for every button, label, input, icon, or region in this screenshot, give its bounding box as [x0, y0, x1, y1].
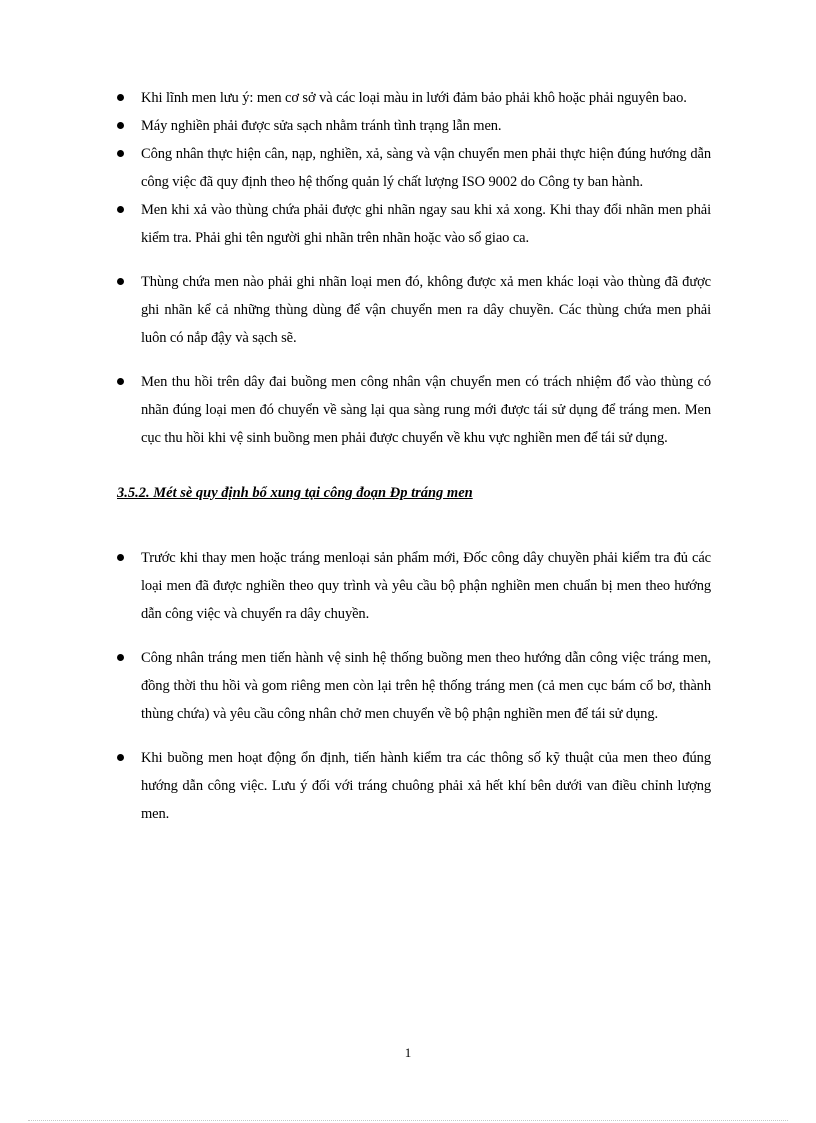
bullet-icon — [117, 278, 124, 285]
list-item-text: Men khi xả vào thùng chứa phải được ghi nhãn ngay sau khi xả xong. Khi thay đổi nhãn men phải kiểm tra. Phải ghi tên người ghi nhãn trên nhãn hoặc vào sổ giao ca. — [141, 202, 711, 246]
list-item — [117, 744, 711, 828]
list-item-text: Công nhân thực hiện cân, nạp, nghiền, xả, sàng và vận chuyển men phải thực hiện đúng hướng dẫn công việc đã quy định theo hệ thống quản lý chất lượng ISO 9002 do Công ty ban hành. — [141, 146, 711, 190]
list-item-text: Công nhân tráng men tiến hành vệ sinh hệ thống buồng men theo hướng dẫn công việc tráng men, đồng thời thu hồi và gom riêng men còn lại trên hệ thống tráng men (cả men cục bám cổ bơ, thành thùng chứa) và yêu cầu công nhân chở men chuyển về bộ phận nghiền men để tái sử dụng. — [141, 650, 711, 722]
list-item-text: Khi lĩnh men lưu ý: men cơ sở và các loại màu in lưới đảm bảo phải khô hoặc phải nguyên bao. — [141, 90, 687, 106]
page-bottom-divider — [28, 1120, 788, 1121]
list-item — [117, 140, 711, 196]
bullet-icon — [117, 150, 124, 157]
bullet-icon — [117, 554, 124, 561]
list-item-text: Men thu hồi trên dây đai buồng men công nhân vận chuyển men có trách nhiệm đổ vào thùng có nhãn đúng loại men đó chuyển về sàng lại qua sàng rung mới được tái sử dụng để tráng men. Men cục thu hồi khi vệ sinh buồng men phải được chuyển về khu vực nghiền men để tái sử dụng. — [141, 374, 711, 446]
bullet-list-bottom — [117, 544, 711, 828]
page-content — [117, 84, 711, 828]
list-item-text: Trước khi thay men hoặc tráng menloại sản phẩm mới, Đốc công dây chuyền phải kiểm tra đủ các loại men đã được nghiền theo quy trình và yêu cầu bộ phận nghiền men chuẩn bị men theo hướng dẫn công việc và chuyển ra dây chuyền. — [141, 550, 711, 622]
list-item-text: Thùng chứa men nào phải ghi nhãn loại men đó, không được xả men khác loại vào thùng đã được ghi nhãn kể cả những thùng dùng để vận chuyển men ra dây chuyền. Các thùng chứa men phải luôn có nắp đậy và sạch sẽ. — [141, 274, 711, 346]
list-item — [117, 368, 711, 452]
bullet-icon — [117, 206, 124, 213]
bullet-icon — [117, 122, 124, 129]
list-item — [117, 544, 711, 628]
list-item — [117, 268, 711, 352]
page-number: 1 — [404, 1045, 412, 1060]
bullet-icon — [117, 754, 124, 761]
list-item — [117, 644, 711, 728]
list-item — [117, 84, 711, 112]
bullet-icon — [117, 654, 124, 661]
section-heading: 3.5.2. Mét sè quy định bổ xung tại công đoạn Đp tráng men — [117, 485, 473, 501]
list-item — [117, 112, 711, 140]
bullet-icon — [117, 378, 124, 385]
list-item-text: Máy nghiền phải được sửa sạch nhằm tránh tình trạng lẫn men. — [141, 118, 502, 134]
list-item — [117, 196, 711, 252]
bullet-list-top — [117, 84, 711, 452]
list-item-text: Khi buồng men hoạt động ổn định, tiến hành kiểm tra các thông số kỹ thuật của men theo đúng hướng dẫn công việc. Lưu ý đối với tráng chuông phải xả hết khí bên dưới van điều chỉnh lượng men. — [141, 750, 711, 822]
bullet-icon — [117, 94, 124, 101]
